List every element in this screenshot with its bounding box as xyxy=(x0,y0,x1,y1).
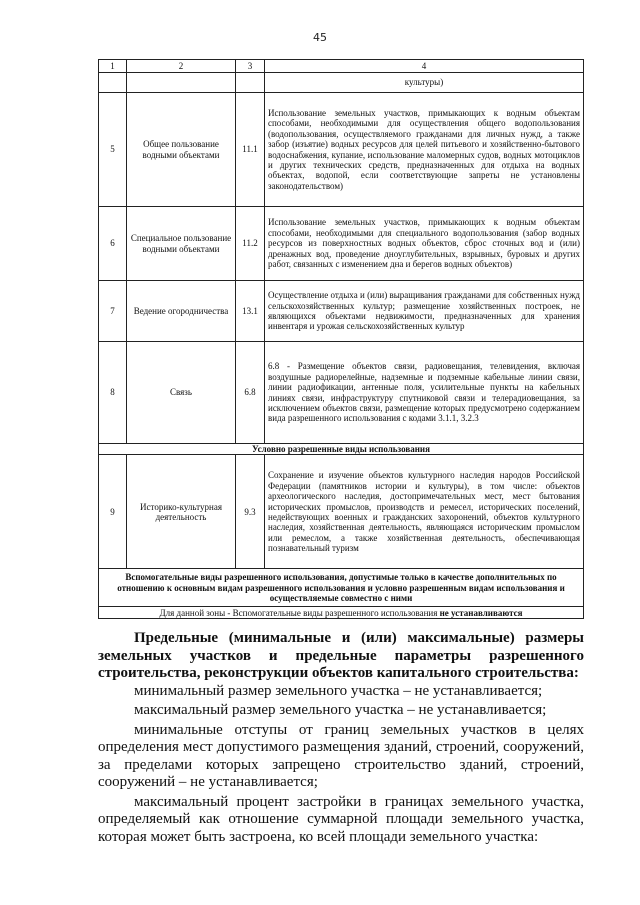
header-cell: 2 xyxy=(127,60,236,73)
header-cell: 1 xyxy=(99,60,127,73)
section-heading: Предельные (минимальные и (или) максимальные) размеры земельных участков и предельные параметры разрешенного строительства, реконструкции объектов капитального строительства: xyxy=(98,630,584,681)
auxiliary-note-bold: не устанавливаются xyxy=(439,607,523,618)
use-code: 11.2 xyxy=(236,207,265,281)
use-description: Осуществление отдыха и (или) выращивания гражданами для собственных нужд сельскохозяйственных культур; размещение хозяйственных построек, не являющихся объектами недвижимости, предназначенных для хранения инвентаря и урожая сельскохозяйственных культур xyxy=(265,281,584,342)
conditional-section-title: Условно разрешенные виды использования xyxy=(99,444,584,455)
page-number: 45 xyxy=(313,31,327,44)
table-row xyxy=(99,455,584,569)
use-code: 6.8 xyxy=(236,342,265,444)
use-description: культуры) xyxy=(265,73,584,93)
use-code: 11.1 xyxy=(236,93,265,207)
paragraph-max-size: максимальный размер земельного участка – не устанавливается; xyxy=(134,702,547,718)
table-row xyxy=(99,93,584,207)
use-name: Общее пользование водными объектами xyxy=(127,93,236,207)
paragraph-min-setbacks: минимальные отступы от границ земельных участков в целях определения мест допустимого размещения зданий, строений, сооружений, за пределами которых запрещено строительство зданий, строений, сооружений – не устанавливается; xyxy=(98,721,584,790)
use-description: Использование земельных участков, примыкающих к водным объектам способами, необходимыми для специального водопользования (забор водных ресурсов из поверхностных водных объектов, сброс сточных вод и (или) дренажных вод, проведение дноуглубительных, взрывных, буровых и других работ, связанных с изменением дна и берегов водных объектов) xyxy=(265,207,584,281)
use-code xyxy=(236,73,265,93)
paragraph-max-coverage: максимальный процент застройки в границах земельного участка, определяемый как отношение суммарной площади земельного участка, которая может быть застроена, ко всей площади земельного участка: xyxy=(98,793,584,845)
auxiliary-section-title: Вспомогательные виды разрешенного использования, допустимые только в качестве дополнительных по отношению к основным видам разрешенного использования и условно разрешенным видам использования и осуществляемые совместно с ними xyxy=(99,569,584,607)
auxiliary-note xyxy=(99,607,584,619)
use-name xyxy=(127,73,236,93)
auxiliary-section-row xyxy=(99,569,584,607)
row-number: 6 xyxy=(99,207,127,281)
use-name: Ведение огородничества xyxy=(127,281,236,342)
use-description: 6.8 - Размещение объектов связи, радиовещания, телевидения, включая воздушные радиорелейные, надземные и подземные кабельные линии связи, линии радиофикации, антенные поля, усилительные пункты на кабельных линиях связи, инфраструктуру спутниковой связи и телерадиовещания, за исключением объектов связи, размещение которых предусмотрено содержанием вида разрешенного использования с кодами 3.1.1, 3.2.3 xyxy=(265,342,584,444)
use-code: 9.3 xyxy=(236,455,265,569)
use-name: Историко-культурная деятельность xyxy=(127,455,236,569)
table-row xyxy=(99,73,584,93)
paragraph-min-size: минимальный размер земельного участка – не устанавливается; xyxy=(134,682,543,699)
row-number xyxy=(99,73,127,93)
use-description: Использование земельных участков, примыкающих к водным объектам способами, необходимыми для осуществления общего водопользования (водопользования, осуществляемого гражданами для личных нужд, а также забор (изъятие) водных ресурсов для целей питьевого и хозяйственно-бытового водоснабжения, купание, использование маломерных судов, водных мотоциклов и других технических средств, предназначенных для отдыха на водных объектах, водопой, если соответствующие запреты не установлены законодательством) xyxy=(265,93,584,207)
table-row xyxy=(99,281,584,342)
row-number: 7 xyxy=(99,281,127,342)
use-description: Сохранение и изучение объектов культурного наследия народов Российской Федерации (памятников истории и культуры), в том числе: объектов археологического наследия, достопримечательных мест, мест бытования исторических промыслов, производств и ремесел, исторических поселений, недействующих военных и гражданских захоронений, объектов культурного наследия, хозяйственная деятельность, являющаяся историческим промыслом или ремеслом, а также хозяйственная деятельность, обеспечивающая познавательный туризм xyxy=(265,455,584,569)
document-body xyxy=(98,630,584,846)
header-cell: 3 xyxy=(236,60,265,73)
conditional-section-row xyxy=(99,444,584,455)
header-cell: 4 xyxy=(265,60,584,73)
use-code: 13.1 xyxy=(236,281,265,342)
table-header-row xyxy=(99,60,584,73)
row-number: 9 xyxy=(99,455,127,569)
row-number: 8 xyxy=(99,342,127,444)
use-name: Специальное пользование водными объектами xyxy=(127,207,236,281)
table-row xyxy=(99,207,584,281)
auxiliary-note-prefix: Для данной зоны - Вспомогательные виды разрешенного использования xyxy=(159,607,440,618)
row-number: 5 xyxy=(99,93,127,207)
table-row xyxy=(99,342,584,444)
land-use-table xyxy=(98,59,584,619)
auxiliary-note-row xyxy=(99,607,584,619)
use-name: Связь xyxy=(127,342,236,444)
